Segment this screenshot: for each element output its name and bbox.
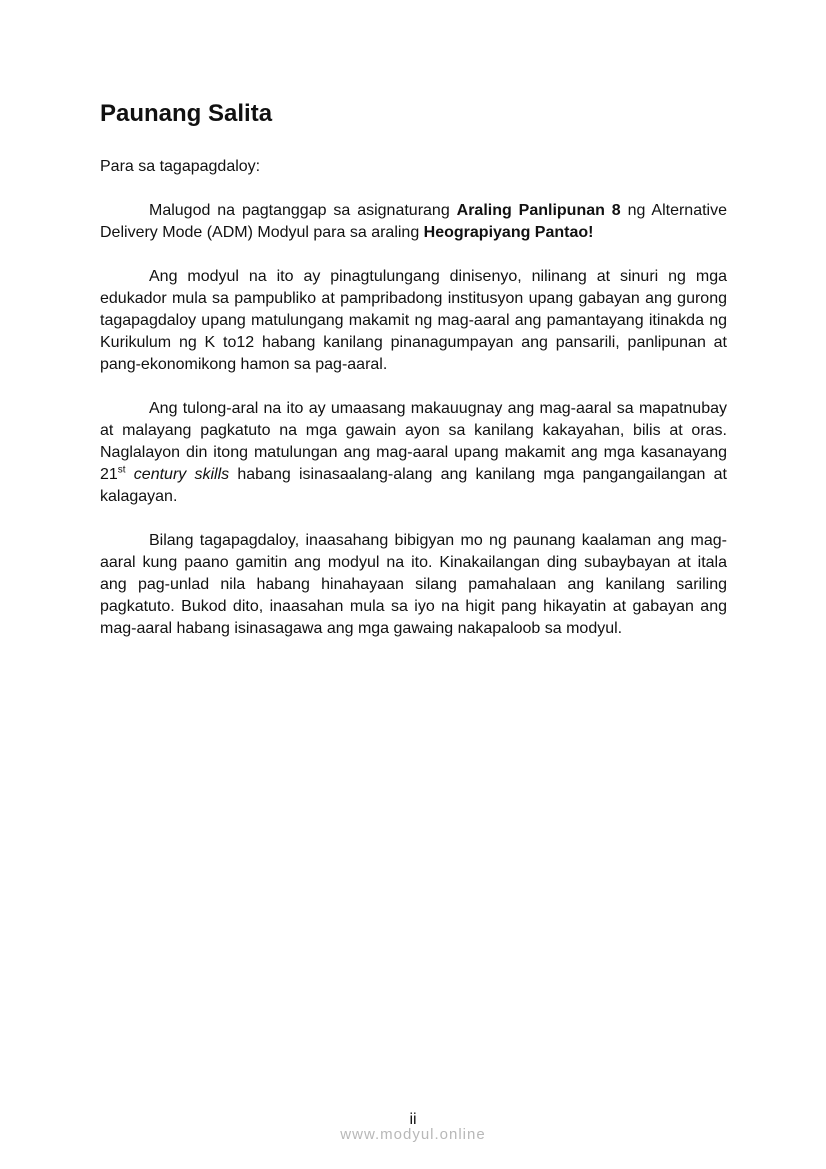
paragraph-1-text-c: ng Alternative Delivery Mode (ADM) Modyul para sa araling xyxy=(100,202,727,241)
lesson-name: Heograpiyang Pantao! xyxy=(423,224,594,241)
paragraph-3-text-a: Ang tulong-aral na ito ay umaasang makauugnay ang mag-aaral sa mapatnubay at malayang pagkatuto na mga gawain ayon sa kanilang kakayahan, bilis at oras. Naglalayon din itong matulungan ang mag-aaral upang makamit ang mga kasanayang 21 xyxy=(100,400,727,483)
watermark: www.modyul.online xyxy=(340,1126,486,1143)
document-body xyxy=(100,98,727,640)
paragraph-4: Bilang tagapagdaloy, inaasahang bibigyan mo ng paunang kaalaman ang mag-aaral kung paano gamitin ang modyul na ito. Kinakailangan ding subaybayan at itala ang pag-unlad nila habang hinahayaan silang pamahalaan ang kanilang sariling pagkatuto. Bukod dito, inaasahan mula sa iyo na higit pang hikayatin at gabayan ang mag-aaral habang isinasagawa ang mga gawaing nakapaloob sa modyul. xyxy=(100,532,727,637)
page-number: ii xyxy=(409,1111,417,1128)
paragraph-3-space xyxy=(126,466,134,483)
paragraph-3 xyxy=(100,398,727,508)
paragraph-2: Ang modyul na ito ay pinagtulungang dinisenyo, nilinang at sinuri ng mga edukador mula sa pampubliko at pampribadong institusyon upang gabayan ang gurong tagapagdaloy upang matulungang makamit ng mag-aaral ang pamantayang itinakda ng Kurikulum ng K to12 habang kanilang pinanagumpayan ang pansarili, panlipunan at pang-ekonomikong hamon sa pag-aaral. xyxy=(100,268,727,373)
page-title: Paunang Salita xyxy=(100,100,273,127)
century-skills-term: century skills xyxy=(133,466,230,483)
superscript-st: st xyxy=(117,464,126,476)
paragraph-1-text-a: Malugod na pagtanggap sa asignaturang xyxy=(149,202,457,219)
paragraph-3-text-c: habang isinasaalang-alang ang kanilang mga pangangailangan at kalagayan. xyxy=(100,466,727,505)
paragraph-1 xyxy=(100,200,727,244)
greeting: Para sa tagapagdaloy: xyxy=(100,158,261,175)
subject-name: Araling Panlipunan 8 xyxy=(456,202,621,219)
